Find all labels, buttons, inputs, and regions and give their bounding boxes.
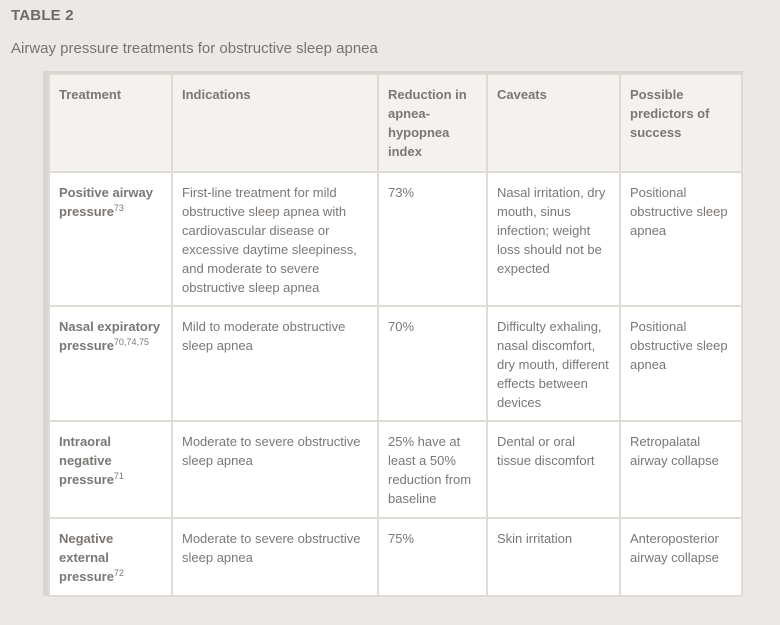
treatment-name: Nasal expiratory pressure: [59, 319, 161, 353]
caveats-cell: Nasal irritation, dry mouth, sinus infection; weight loss should not be expected: [487, 172, 620, 306]
reference-superscript: 73: [113, 203, 124, 213]
treatments-table: [48, 73, 743, 597]
table-row: [49, 306, 742, 421]
treatment-cell: [49, 421, 172, 518]
reference-superscript: 71: [113, 471, 124, 481]
reduction-cell: 25% have at least a 50% reduction from baseline: [378, 421, 487, 518]
header-indications: Indications: [172, 74, 378, 172]
indications-cell: Moderate to severe obstructive sleep apnea: [172, 518, 378, 596]
predictors-cell: Anteroposterior airway collapse: [620, 518, 742, 596]
treatment-name: Negative external pressure: [59, 531, 114, 584]
reduction-cell: 73%: [378, 172, 487, 306]
reduction-cell: 75%: [378, 518, 487, 596]
reference-superscript: 70,74,75: [113, 337, 149, 347]
header-predictors: Possible predictors of success: [620, 74, 742, 172]
treatment-name: Positive airway pressure: [59, 185, 153, 219]
table-caption: Airway pressure treatments for obstructive sleep apnea: [11, 40, 378, 57]
treatment-cell: [49, 172, 172, 306]
table-row: [49, 421, 742, 518]
header-caveats: Caveats: [487, 74, 620, 172]
treatment-name: Intraoral negative pressure: [59, 434, 114, 487]
reduction-cell: 70%: [378, 306, 487, 421]
predictors-cell: Positional obstructive sleep apnea: [620, 306, 742, 421]
predictors-cell: Retropalatal airway collapse: [620, 421, 742, 518]
header-treatment: Treatment: [49, 74, 172, 172]
indications-cell: First-line treatment for mild obstructive sleep apnea with cardiovascular disease or excessive daytime sleepiness, and moderate to severe obstructive sleep apnea: [172, 172, 378, 306]
indications-cell: Mild to moderate obstructive sleep apnea: [172, 306, 378, 421]
caveats-cell: Dental or oral tissue discomfort: [487, 421, 620, 518]
indications-cell: Moderate to severe obstructive sleep apnea: [172, 421, 378, 518]
header-row: [49, 74, 742, 172]
reference-superscript: 72: [113, 568, 124, 578]
table-frame: [43, 71, 743, 596]
treatment-cell: [49, 306, 172, 421]
table-row: [49, 518, 742, 596]
treatment-cell: [49, 518, 172, 596]
table-label: TABLE 2: [11, 7, 74, 24]
table-row: [49, 172, 742, 306]
header-reduction: Reduction in apnea-hypopnea index: [378, 74, 487, 172]
caveats-cell: Difficulty exhaling, nasal discomfort, dry mouth, different effects between devices: [487, 306, 620, 421]
caveats-cell: Skin irritation: [487, 518, 620, 596]
predictors-cell: Positional obstructive sleep apnea: [620, 172, 742, 306]
